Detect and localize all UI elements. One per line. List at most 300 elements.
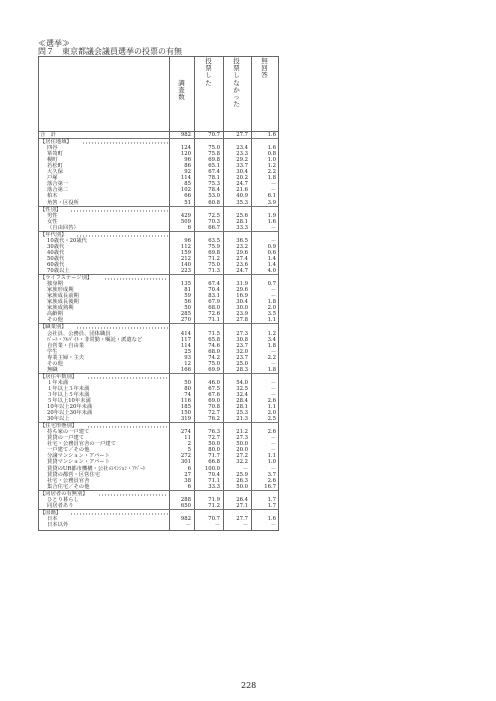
cell-count: 86	[184, 163, 191, 170]
header-no-answer: 無回答	[261, 57, 268, 80]
cell-voted: 75.0	[208, 360, 220, 367]
row-label: 角筈・区役所	[47, 199, 79, 206]
cell-count: 270	[180, 317, 191, 324]
row-label: 箪笥町	[47, 151, 63, 158]
cell-no-answer: 2.6	[267, 398, 276, 405]
cell-voted: 71.3	[208, 268, 220, 275]
row-label: （自由回答）	[47, 224, 79, 231]
row-label: 【ライフステージ別】	[40, 275, 93, 282]
row-label: 戸塚	[47, 175, 58, 182]
cell-no-answer: －	[270, 391, 276, 398]
row-label: 大久保	[47, 169, 63, 176]
cell-not-voted: 23.6	[236, 261, 248, 268]
cell-not-voted: 33.7	[236, 163, 248, 170]
cell-no-answer: 1.9	[267, 212, 276, 219]
cell-not-voted: 20.0	[236, 447, 248, 454]
cell-voted: 67.5	[208, 385, 220, 392]
cell-count: 85	[184, 181, 191, 188]
cell-not-voted: 28.4	[236, 398, 248, 405]
row-label: 榎町	[47, 157, 58, 164]
cell-no-answer: －	[270, 348, 276, 355]
cell-no-answer: －	[270, 385, 276, 392]
cell-no-answer: 1.1	[267, 453, 276, 460]
row-label: 30年以上	[47, 416, 70, 423]
cell-count: 301	[180, 459, 191, 466]
cell-voted: 80.0	[208, 447, 220, 454]
cell-voted: 75.3	[208, 181, 220, 188]
cell-count: 96	[184, 157, 191, 164]
cell-not-voted: 27.4	[236, 255, 248, 262]
cell-not-voted: 27.8	[236, 317, 248, 324]
cell-count: 117	[180, 336, 191, 343]
row-label: 【年代別】	[40, 231, 67, 238]
cell-not-voted: 21.2	[236, 429, 248, 436]
cell-count: 50	[184, 305, 191, 312]
group-header-row	[38, 231, 279, 238]
cell-voted: 74.6	[208, 342, 220, 349]
cell-no-answer: 1.1	[267, 317, 276, 324]
cell-count: 285	[180, 311, 191, 318]
row-label: 男性	[47, 212, 58, 219]
cell-count: 135	[180, 281, 191, 288]
cell-voted: 75.9	[208, 243, 220, 250]
cell-no-answer: 1.0	[267, 157, 276, 164]
cell-not-voted: 27.3	[236, 330, 248, 337]
cell-no-answer: －	[270, 521, 276, 528]
cell-no-answer: 1.2	[267, 330, 276, 337]
cell-count: 185	[180, 404, 191, 411]
cell-count: 25	[184, 348, 191, 355]
row-label: ﾊﾟｰﾄ・ｱﾙﾊﾞｲﾄ・非常勤・嘱託・派遣など	[47, 336, 143, 343]
cell-no-answer: －	[270, 181, 276, 188]
question-title: 問７ 東京都議会議員選挙の投票の有無	[38, 47, 182, 56]
row-label: 60歳代	[47, 261, 65, 268]
header-voted: 投票した	[205, 57, 212, 87]
cell-not-voted: 25.9	[236, 471, 248, 478]
row-label: 社宅・公務員官舎の一戸建て	[47, 441, 116, 448]
row-label: 一戸建て／その他	[47, 447, 90, 454]
row-label: 落合第二	[47, 187, 69, 194]
cell-voted: －	[214, 521, 220, 528]
section-title: ≪選挙≫	[38, 39, 70, 48]
cell-not-voted: 32.4	[236, 391, 248, 398]
cell-count: 5	[187, 447, 191, 454]
row-label: 若松町	[47, 163, 63, 170]
cell-not-voted: 26.4	[236, 496, 248, 503]
cell-not-voted: 25.0	[236, 360, 248, 367]
row-label: ５年以上10年未満	[47, 398, 91, 405]
cell-not-voted: 28.1	[236, 404, 248, 411]
cell-voted: 71.1	[208, 317, 220, 324]
cell-no-answer: 2.0	[267, 305, 276, 312]
row-label: 賃貸マンション・アパート	[47, 459, 110, 466]
cell-no-answer: 2.2	[267, 354, 276, 361]
cell-count: 274	[180, 429, 191, 436]
header-did-not-vote: 投票しなかった	[233, 57, 240, 109]
cell-no-answer: 2.6	[267, 429, 276, 436]
cell-count: 509	[180, 218, 191, 225]
row-label: 【住宅形態別】	[40, 423, 78, 430]
cell-voted: 78.1	[208, 175, 220, 182]
cell-count: 93	[184, 354, 191, 361]
cell-no-answer: －	[270, 237, 276, 244]
cell-no-answer: 1.6	[267, 145, 276, 152]
cell-count: 124	[180, 145, 191, 152]
cell-voted: 69.9	[208, 366, 220, 373]
row-label: 日本	[47, 515, 58, 522]
cell-count: 429	[180, 212, 191, 219]
cell-not-voted: 36.5	[236, 237, 248, 244]
cell-not-voted: 30.0	[236, 305, 248, 312]
cell-not-voted: 21.6	[236, 187, 248, 194]
cell-no-answer: 2.2	[267, 169, 276, 176]
cell-no-answer: 2.6	[267, 477, 276, 484]
cell-not-voted: 31.9	[236, 281, 248, 288]
cell-count: 150	[180, 410, 191, 417]
row-label: 柏木	[47, 193, 58, 200]
cell-not-voted: 23.7	[236, 354, 248, 361]
cell-no-answer: 3.4	[267, 336, 276, 343]
cell-voted: 71.7	[208, 453, 220, 460]
cell-not-voted: 16.9	[236, 293, 248, 300]
row-label: 【居住地域】	[40, 139, 72, 146]
row-label: 無職	[47, 366, 58, 373]
cell-voted: 67.6	[208, 391, 220, 398]
cell-voted: 66.8	[208, 459, 220, 466]
row-label: 社宅・公務員官舎	[47, 477, 90, 484]
cell-voted: 66.7	[208, 224, 220, 231]
cell-no-answer: 1.0	[267, 459, 276, 466]
cell-voted: 46.0	[208, 379, 220, 386]
row-label: 10歳代・20歳代	[47, 237, 87, 244]
cell-count: 288	[180, 496, 191, 503]
cell-voted: 63.5	[208, 237, 220, 244]
cell-not-voted: 30.4	[236, 299, 248, 306]
cell-voted: 70.4	[208, 287, 220, 294]
cell-not-voted: 40.9	[236, 193, 248, 200]
cell-not-voted: 20.2	[236, 175, 248, 182]
cell-voted: 75.8	[208, 151, 220, 158]
cell-no-answer: 4.0	[267, 268, 276, 275]
cell-not-voted: －	[242, 521, 248, 528]
row-label: ひとり暮らし	[47, 496, 79, 503]
cell-voted: 53.0	[208, 193, 220, 200]
cell-voted: 60.8	[208, 199, 220, 206]
row-label: １年以上３年未満	[47, 385, 90, 392]
row-label: 20年以上30年未満	[47, 410, 93, 417]
cell-count: 81	[184, 287, 191, 294]
cell-no-answer: 1.8	[267, 299, 276, 306]
cell-not-voted: 23.7	[236, 342, 248, 349]
cell-no-answer: 3.7	[267, 471, 276, 478]
row-label: ３年以上５年未満	[47, 391, 90, 398]
cell-not-voted: －	[242, 465, 248, 472]
cell-voted: 100.0	[204, 465, 220, 472]
cell-count: 982	[180, 515, 191, 522]
row-label: その他	[47, 360, 63, 367]
cell-count: 51	[184, 199, 191, 206]
cell-voted: 50.0	[208, 441, 220, 448]
row-label: 日本以外	[47, 521, 69, 528]
cell-count: 414	[180, 330, 191, 337]
table-row	[38, 522, 279, 528]
cell-voted: 69.8	[208, 249, 220, 256]
row-label: 四谷	[47, 145, 58, 152]
header-sample-count: 調査数	[178, 79, 185, 102]
cell-voted: 65.1	[208, 163, 220, 170]
group-header-row	[38, 138, 279, 145]
cell-voted: 71.9	[208, 496, 220, 503]
row-label: 10年以上20年未満	[47, 404, 93, 411]
cell-no-answer: －	[270, 360, 276, 367]
cell-count: 112	[180, 243, 191, 250]
cell-voted: 65.8	[208, 336, 220, 343]
cell-no-answer: 1.1	[267, 404, 276, 411]
row-label: 持ち家の一戸建て	[47, 429, 90, 436]
row-label: 賃貸の一戸建て	[47, 435, 85, 442]
cell-count: 223	[180, 268, 191, 275]
cell-count: 12	[184, 360, 191, 367]
row-label: 落合第一	[47, 181, 69, 188]
cell-voted: 70.8	[208, 404, 220, 411]
cell-no-answer: 1.7	[267, 502, 276, 509]
row-label: 家族成長後期	[47, 299, 79, 306]
cell-no-answer: 1.4	[267, 255, 276, 262]
cell-voted: 71.1	[208, 477, 220, 484]
group-header-row	[38, 274, 279, 281]
cell-voted: 71.5	[208, 330, 220, 337]
table-body	[38, 132, 279, 528]
cell-no-answer: 3.9	[267, 199, 276, 206]
cell-not-voted: 25.6	[236, 212, 248, 219]
cell-count: 96	[184, 237, 191, 244]
cell-no-answer: 1.6	[267, 218, 276, 225]
cell-count: 66	[184, 193, 191, 200]
cell-not-voted: 25.3	[236, 410, 248, 417]
cell-no-answer: －	[270, 441, 276, 448]
cell-no-answer: 2.0	[267, 410, 276, 417]
row-label: 30歳代	[47, 243, 65, 250]
cell-voted: 76.3	[208, 429, 220, 436]
group-header-row	[38, 206, 279, 213]
row-label: その他	[47, 317, 63, 324]
cell-count: 114	[180, 342, 191, 349]
cell-no-answer: 1.4	[267, 261, 276, 268]
cell-not-voted: 23.3	[236, 151, 248, 158]
cell-count: 116	[180, 398, 191, 405]
cell-voted: 75.0	[208, 261, 220, 268]
cell-no-answer: －	[270, 379, 276, 386]
row-label: 賃貸の都営・区営住宅	[47, 471, 100, 478]
cell-not-voted: 32.2	[236, 459, 248, 466]
cell-voted: 70.7	[208, 132, 220, 138]
cell-not-voted: 27.7	[236, 515, 248, 522]
cell-count: 56	[184, 299, 191, 306]
cell-no-answer: －	[270, 293, 276, 300]
cell-count: 982	[180, 132, 191, 138]
row-label: 70歳以上	[47, 268, 70, 275]
cell-no-answer: －	[270, 465, 276, 472]
cell-voted: 68.0	[208, 348, 220, 355]
cell-not-voted: 30.8	[236, 336, 248, 343]
cell-no-answer: 0.7	[267, 281, 276, 288]
cell-not-voted: 23.9	[236, 311, 248, 318]
cell-voted: 69.8	[208, 157, 220, 164]
cell-no-answer: 0.8	[267, 151, 276, 158]
cell-voted: 76.2	[208, 416, 220, 423]
cell-no-answer: 1.8	[267, 175, 276, 182]
cell-voted: 67.4	[208, 281, 220, 288]
cell-not-voted: 32.5	[236, 385, 248, 392]
row-label: 同居者あり	[47, 502, 74, 509]
row-label: 学生	[47, 348, 58, 355]
cell-not-voted: 50.0	[236, 483, 248, 490]
cell-voted: 74.2	[208, 354, 220, 361]
cell-no-answer: 3.5	[267, 311, 276, 318]
cell-voted: 70.3	[208, 218, 220, 225]
cell-count: 212	[180, 255, 191, 262]
cell-voted: 70.4	[208, 471, 220, 478]
cell-no-answer: －	[270, 224, 276, 231]
cell-not-voted: 30.4	[236, 169, 248, 176]
cell-not-voted: 29.6	[236, 249, 248, 256]
cell-not-voted: 29.2	[236, 157, 248, 164]
cell-no-answer: 1.7	[267, 496, 276, 503]
cell-count: 102	[180, 187, 191, 194]
cell-not-voted: 21.3	[236, 416, 248, 423]
cell-voted: 83.1	[208, 293, 220, 300]
cell-no-answer: 1.2	[267, 163, 276, 170]
row-label: 家族成長前期	[47, 293, 79, 300]
row-label: 合 計	[40, 132, 56, 138]
cell-count: 6	[187, 483, 191, 490]
cell-count: 38	[184, 477, 191, 484]
group-header-row	[38, 373, 279, 380]
cell-no-answer: 1.8	[267, 366, 276, 373]
row-label: 【性別】	[40, 206, 62, 213]
cell-voted: 71.2	[208, 502, 220, 509]
cell-voted: 72.5	[208, 212, 220, 219]
cell-count: 272	[180, 453, 191, 460]
row-label: 【居住年数別】	[40, 373, 78, 380]
cell-not-voted: 23.4	[236, 145, 248, 152]
cell-count: 2	[187, 441, 191, 448]
cell-count: 120	[180, 151, 191, 158]
cell-count: 92	[184, 169, 191, 176]
row-label: 家族形成期	[47, 287, 74, 294]
row-label: 専業主婦・主夫	[47, 354, 85, 361]
cell-voted: 71.2	[208, 255, 220, 262]
cell-count: 319	[180, 416, 191, 423]
cell-not-voted: 27.3	[236, 435, 248, 442]
page-number: 228	[241, 681, 257, 690]
cell-voted: 72.7	[208, 410, 220, 417]
cell-voted: 33.3	[208, 483, 220, 490]
cell-no-answer: －	[270, 447, 276, 454]
row-label: 自営業・自由業	[47, 342, 85, 349]
cell-not-voted: 29.6	[236, 287, 248, 294]
cell-not-voted: 28.3	[236, 366, 248, 373]
cell-count: 650	[180, 502, 191, 509]
cell-not-voted: 27.7	[236, 132, 248, 138]
group-header-row	[38, 509, 279, 516]
cell-count: 27	[184, 471, 191, 478]
cell-voted: 69.0	[208, 398, 220, 405]
cell-voted: 72.7	[208, 435, 220, 442]
cell-count: 166	[180, 366, 191, 373]
cell-no-answer: －	[270, 187, 276, 194]
row-label: 会社員、公務員、団体職員	[47, 330, 111, 337]
row-label: 【同居者の有無別】	[40, 490, 88, 497]
cell-voted: 67.9	[208, 299, 220, 306]
cell-no-answer: －	[270, 287, 276, 294]
cell-count: 11	[184, 435, 191, 442]
cell-no-answer: 1.6	[267, 132, 276, 138]
cell-count: 50	[184, 379, 191, 386]
cell-not-voted: 26.3	[236, 477, 248, 484]
row-label: 50歳代	[47, 255, 65, 262]
cell-not-voted: 27.1	[236, 502, 248, 509]
cell-not-voted: 35.3	[236, 199, 248, 206]
cell-no-answer: 1.8	[267, 342, 276, 349]
cell-no-answer: 1.6	[267, 515, 276, 522]
cell-count: 74	[184, 391, 191, 398]
row-label: 家族成熟期	[47, 305, 74, 312]
cell-no-answer: 2.5	[267, 416, 276, 423]
row-label: 【職業別】	[40, 324, 67, 331]
cell-voted: 72.6	[208, 311, 220, 318]
row-label: 女性	[47, 218, 58, 225]
group-header-row	[38, 323, 279, 330]
cell-count: 159	[180, 249, 191, 256]
cell-count: 114	[180, 175, 191, 182]
cell-count: 80	[184, 385, 191, 392]
cell-no-answer: －	[270, 435, 276, 442]
cell-count: 6	[187, 224, 191, 231]
cell-not-voted: 27.2	[236, 453, 248, 460]
cell-count: 59	[184, 293, 191, 300]
cell-no-answer: 0.6	[267, 249, 276, 256]
cell-not-voted: 24.7	[236, 268, 248, 275]
row-label: １年未満	[47, 379, 69, 386]
cell-voted: 78.4	[208, 187, 220, 194]
cell-not-voted: 54.0	[236, 379, 248, 386]
row-label: 【国籍】	[40, 509, 62, 516]
row-label: 独身期	[47, 281, 63, 288]
cell-not-voted: 23.2	[236, 243, 248, 250]
row-label: 賃貸のUR都市機構・公社のﾏﾝｼｮﾝ・ｱﾊﾟｰﾄ	[47, 465, 146, 472]
cell-voted: 75.0	[208, 145, 220, 152]
cell-not-voted: 28.1	[236, 218, 248, 225]
row-label: 40歳代	[47, 249, 65, 256]
cell-count: 140	[180, 261, 191, 268]
cell-not-voted: 32.0	[236, 348, 248, 355]
cell-no-answer: 16.7	[264, 483, 276, 490]
cell-voted: 70.7	[208, 515, 220, 522]
cell-not-voted: 50.0	[236, 441, 248, 448]
group-header-row	[38, 490, 279, 497]
cell-no-answer: 0.9	[267, 243, 276, 250]
row-label: 集合住宅／その他	[47, 483, 90, 490]
row-label: 分譲マンション・アパート	[47, 453, 110, 460]
cell-not-voted: 33.3	[236, 224, 248, 231]
cell-voted: 67.4	[208, 169, 220, 176]
row-label: 高齢期	[47, 311, 63, 318]
cell-no-answer: 6.1	[267, 193, 276, 200]
cell-count: －	[185, 521, 191, 528]
cell-count: 6	[187, 465, 191, 472]
cell-voted: 68.0	[208, 305, 220, 312]
